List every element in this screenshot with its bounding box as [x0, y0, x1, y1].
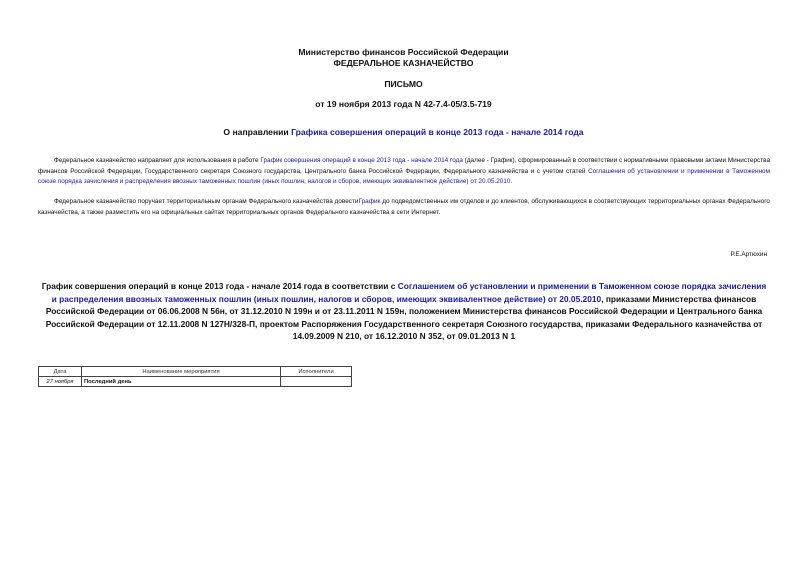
- ministry-name: Министерство финансов Российской Федерации: [298, 47, 509, 57]
- subject-link[interactable]: Графика совершения операций в конце 2013 года - начале 2014 года: [291, 127, 584, 137]
- row-event: Последний день: [82, 377, 281, 387]
- schedule-table: [38, 366, 352, 387]
- p2-schedule-link[interactable]: График: [358, 198, 381, 205]
- table-row: [39, 377, 352, 387]
- signature: Р.Е.Артюхин: [730, 251, 767, 258]
- agency-name: ФЕДЕРАЛЬНОЕ КАЗНАЧЕЙСТВО: [333, 58, 474, 68]
- p2-text-2: до подведомственных им отделов и до клиентов, обслуживающихся в соответствующих территориальных органах Федерального казначейства, а также разместить его на официальных сайтах территориальных органов Федерального казначейства в сети Интернет.: [38, 198, 770, 216]
- paragraph-2: [38, 197, 770, 218]
- p2-text-1: Федеральное казначейство поручает территориальным органам Федерального казначейства довести: [54, 198, 359, 205]
- paragraph-1: [38, 156, 770, 188]
- schedule-agreement-link[interactable]: Соглашением об установлении и применении в Таможенном союзе порядка зачисления и распределения ввозных таможенных пошлин (иных пошлин, налогов и сборов, имеющих эквивалентное действие) от 20.05.2010: [51, 281, 767, 304]
- p1-text-1: Федеральное казначейство направляет для использования в работе: [54, 157, 261, 164]
- p1-text-3: .: [510, 178, 513, 185]
- p1-text-2: (далее - График), сформированный в соответствии с нормативными правовыми актами Министерства финансов Российской Федерации, Государственного секретаря Союзного государства, Центрального банка Российской Федерации, Федерального казначейства и с учетом статей: [38, 157, 771, 175]
- document-type: ПИСЬМО: [384, 79, 423, 89]
- header-event: Наименование мероприятия: [82, 367, 281, 377]
- row-executor: [281, 377, 352, 387]
- document-subject: [0, 127, 807, 137]
- row-date: 27 ноября: [39, 377, 82, 387]
- table-header-row: [39, 367, 352, 377]
- document-date-number: от 19 ноября 2013 года N 42-7.4-05/3.5-719: [315, 99, 492, 109]
- schedule-title-text-2: , приказами Министерства финансов Российской Федерации от 06.06.2008 N 56н, от 31.12.2010 N 199н и от 23.11.2011 N 159н, положением Министерства финансов Российской Федерации и Центрального банка Российской Федерации от 12.11.2008 N 127Н/328-П, проектом Распоряжения Государственного секретаря Союзного государства, приказами Федерального казначейства от 14.09.2009 N 210, от 16.12.2010 N 352, от 09.01.2013 N 1: [45, 293, 763, 341]
- p1-schedule-link[interactable]: График совершения операций в конце 2013 года - начале 2014 года: [260, 157, 463, 164]
- header-executors: Исполнители: [281, 367, 352, 377]
- subject-prefix: О направлении: [223, 127, 292, 137]
- p1-agreement-link[interactable]: Соглашения об установлении и применении в Таможенном союзе порядка зачисления и распределения ввозных таможенных пошлин (иных пошлин, налогов и сборов, имеющих эквивалентное действие) от 20.05.2010: [38, 167, 770, 185]
- schedule-title: [38, 280, 770, 343]
- header-date: Дата: [39, 367, 82, 377]
- schedule-title-text-1: График совершения операций в конце 2013 года - начале 2014 года в соответствии с: [41, 281, 398, 291]
